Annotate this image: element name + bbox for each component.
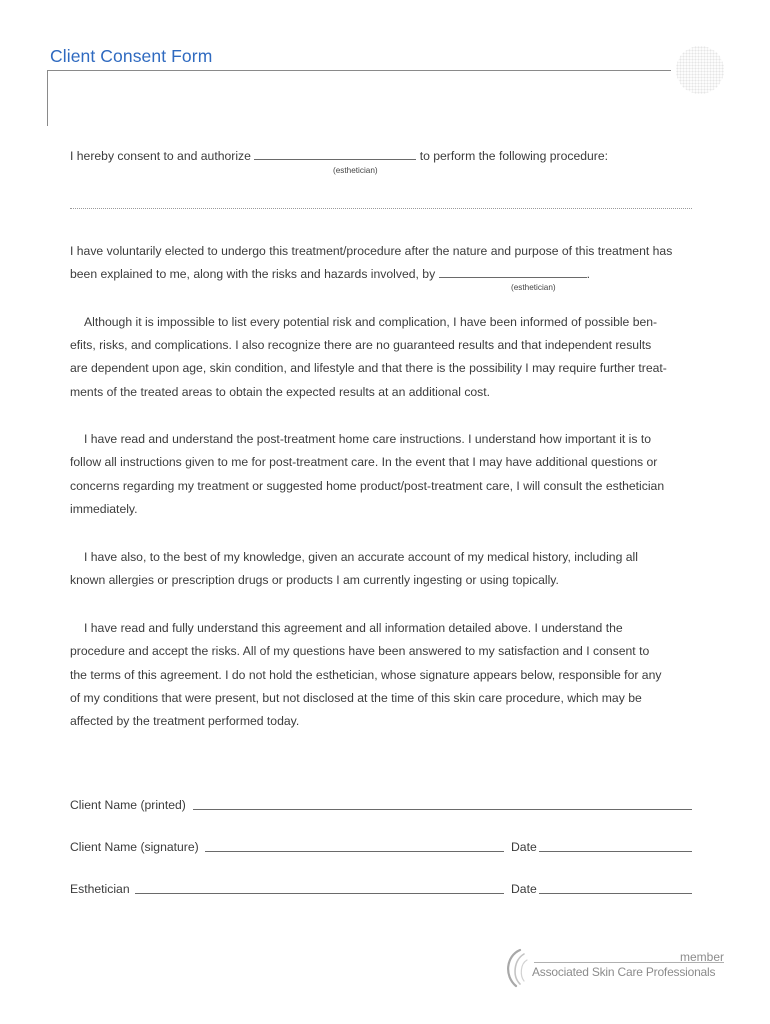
intro-text-after: to perform the following procedure: — [419, 149, 609, 163]
paragraph-2-line-2: efits, risks, and complications. I also recognize there are no guaranteed results and that independent results — [70, 338, 652, 352]
page-title: Client Consent Form — [50, 46, 213, 66]
esthetician-date-label: Date — [511, 882, 537, 896]
procedure-line[interactable] — [70, 208, 692, 209]
paragraph-2-line-1: Although it is impossible to list every potential risk and complication, I have been informed of possible ben- — [84, 315, 658, 329]
paragraph-5-line-1: I have read and fully understand this agreement and all information detailed above. I understand the — [84, 621, 623, 635]
paragraph-3-line-2: follow all instructions given to me for post-treatment care. In the event that I may have additional questions or — [70, 455, 658, 469]
client-name-printed-field[interactable] — [193, 809, 692, 810]
client-signature-field[interactable] — [205, 851, 504, 852]
paragraph-5-line-5: affected by the treatment performed today. — [70, 714, 300, 728]
paragraph-4-line-2: known allergies or prescription drugs or products I am currently ingesting or using topically. — [70, 573, 559, 587]
esthetician-caption-1: (esthetician) — [333, 166, 378, 175]
title-rule-left — [47, 70, 48, 126]
paragraph-3-line-3: concerns regarding my treatment or suggested home product/post-treatment care, I will consult the esthetician — [70, 479, 665, 493]
client-date-label: Date — [511, 840, 537, 854]
esthetician-blank-2[interactable] — [439, 266, 587, 278]
paragraph-2-line-3: are dependent upon age, skin condition, and lifestyle and that there is the possibility I may require further treat- — [70, 361, 667, 375]
paragraph-5-line-2: procedure and accept the risks. All of my questions have been answered to my satisfaction and I consent to — [70, 644, 650, 658]
footer-organization: Associated Skin Care Professionals — [532, 965, 716, 979]
intro-text-before: I hereby consent to and authorize — [70, 149, 251, 163]
dotted-circle-decoration — [676, 46, 724, 94]
paragraph-5-line-3: the terms of this agreement. I do not hold the esthetician, whose signature appears below, responsible for any — [70, 668, 662, 682]
esthetician-caption-2: (esthetician) — [511, 283, 556, 292]
paragraph-1-line-1: I have voluntarily elected to undergo this treatment/procedure after the nature and purpose of this treatment has — [70, 244, 673, 258]
paragraph-1-period: . — [586, 267, 590, 281]
client-signature-label: Client Name (signature) — [70, 840, 199, 854]
esthetician-signature-field[interactable] — [135, 893, 504, 894]
title-rule — [47, 70, 671, 71]
esthetician-blank-1[interactable] — [254, 148, 416, 160]
intro-line — [70, 145, 608, 168]
paragraph-3-line-1: I have read and understand the post-treatment home care instructions. I understand how important it is to — [84, 432, 652, 446]
footer-member: member — [679, 950, 724, 964]
paragraph-2-line-4: ments of the treated areas to obtain the expected results at an additional cost. — [70, 385, 491, 399]
client-date-field[interactable] — [539, 851, 692, 852]
paragraph-3-line-4: immediately. — [70, 502, 138, 516]
paragraph-5-line-4: of my conditions that were present, but not disclosed at the time of this skin care procedure, which may be — [70, 691, 642, 705]
paragraph-4-line-1: I have also, to the best of my knowledge, given an accurate account of my medical history, including all — [84, 550, 638, 564]
esthetician-label: Esthetician — [70, 882, 130, 896]
esthetician-date-field[interactable] — [539, 893, 692, 894]
client-name-printed-label: Client Name (printed) — [70, 798, 186, 812]
paragraph-1-text: been explained to me, along with the risks and hazards involved, by — [70, 267, 436, 281]
